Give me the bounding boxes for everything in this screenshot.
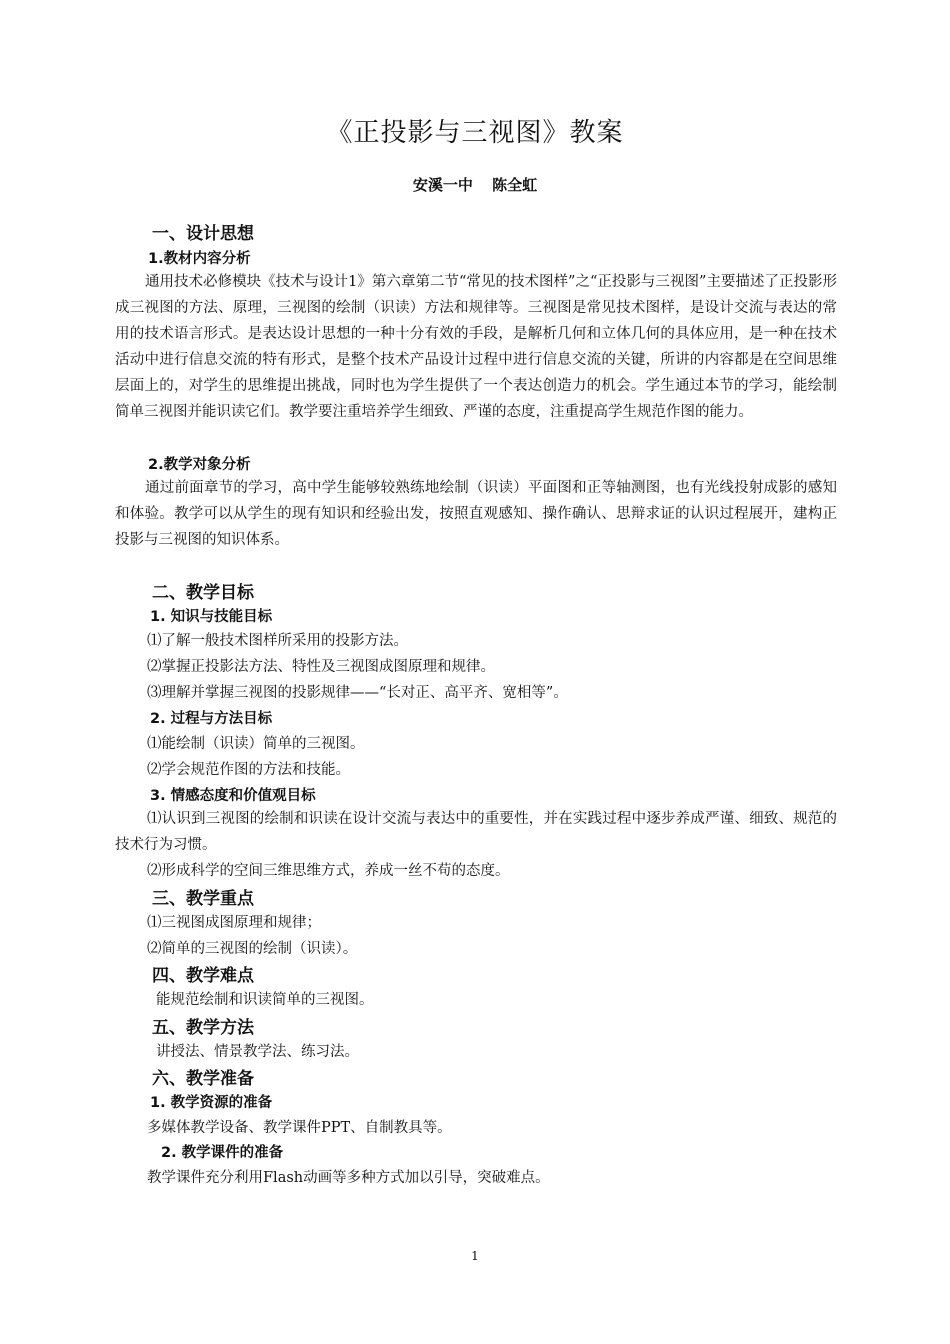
section-heading-key-points: 三、教学重点 xyxy=(152,889,254,909)
section-heading-preparation: 六、教学准备 xyxy=(152,1069,254,1089)
subheading-attitude-goals: 3. 情感态度和价值观目标 xyxy=(150,788,316,804)
section-heading-design-idea: 一、设计思想 xyxy=(152,224,254,244)
resource-prep-text: 多媒体教学设备、教学课件PPT、自制教具等。 xyxy=(147,1120,452,1136)
subheading-content-analysis: 1.教材内容分析 xyxy=(148,251,251,267)
subheading-knowledge-goals: 1. 知识与技能目标 xyxy=(150,609,273,625)
section-heading-teaching-goals: 二、教学目标 xyxy=(152,583,254,603)
list-item: ⑶理解并掌握三视图的投影规律——“长对正、高平齐、宽相等”。 xyxy=(147,685,568,701)
methods-text: 讲授法、情景教学法、练习法。 xyxy=(156,1044,359,1060)
page-number: 1 xyxy=(471,1249,479,1263)
list-item: ⑵学会规范作图的方法和技能。 xyxy=(147,762,350,778)
author-line: 安溪一中 陈全虹 xyxy=(412,176,538,194)
difficulty-text: 能规范绘制和识读简单的三视图。 xyxy=(156,992,374,1008)
list-item: ⑴三视图成图原理和规律； xyxy=(147,915,321,931)
subheading-resource-prep: 1. 教学资源的准备 xyxy=(150,1095,273,1111)
section-heading-methods: 五、教学方法 xyxy=(152,1018,254,1038)
document-title: 《正投影与三视图》教案 xyxy=(326,118,624,148)
paragraph-attitude-goal-1: ⑴认识到三视图的绘制和识读在设计交流与表达中的重要性，并在实践过程中逐步养成严谨、细致、规范的技术行为习惯。 xyxy=(115,811,837,853)
list-item: ⑴能绘制（识读）简单的三视图。 xyxy=(147,736,365,752)
paragraph-content-analysis: 通用技术必修模块《技术与设计1》第六章第二节“常见的技术图样”之“正投影与三视图”主要描述了正投影形成三视图的方法、原理，三视图的绘制（识读）方法和规律等。三视图是常见技术图样，是设计交流与表达的常用的技术语言形式。是表达设计思想的一种十分有效的手段，是解析几何和立体几何的具体应用，是一种在技术活动中进行信息交流的特有形式，是整个技术产品设计过程中进行信息交流的关键，所讲的内容都是在空间思维层面上的，对学生的思维提出挑战，同时也为学生提供了一个表达创造力的机会。学生通过本节的学习，能绘制简单三视图并能识读它们。教学要注重培养学生细致、严谨的态度，注重提高学生规范作图的能力。 xyxy=(115,274,837,420)
list-item: ⑴了解一般技术图样所采用的投影方法。 xyxy=(147,633,408,649)
subheading-process-goals: 2. 过程与方法目标 xyxy=(150,711,273,727)
list-item: ⑵形成科学的空间三维思维方式，养成一丝不苟的态度。 xyxy=(147,863,510,879)
section-heading-difficulties: 四、教学难点 xyxy=(152,966,254,986)
list-item: ⑵掌握正投影法方法、特性及三视图成图原理和规律。 xyxy=(147,659,495,675)
subheading-audience-analysis: 2.教学对象分析 xyxy=(148,457,251,473)
paragraph-audience-analysis: 通过前面章节的学习，高中学生能够较熟练地绘制（识读）平面图和正等轴测图，也有光线投射成影的感知和体验。教学可以从学生的现有知识和经验出发，按照直观感知、操作确认、思辩求证的认识过程展开，建构正投影与三视图的知识体系。 xyxy=(115,480,837,548)
list-item: ⑵简单的三视图的绘制（识读）。 xyxy=(147,941,358,957)
subheading-courseware-prep: 2. 教学课件的准备 xyxy=(161,1145,284,1161)
courseware-prep-text: 教学课件充分利用Flash动画等多种方式加以引导，突破难点。 xyxy=(147,1170,550,1186)
